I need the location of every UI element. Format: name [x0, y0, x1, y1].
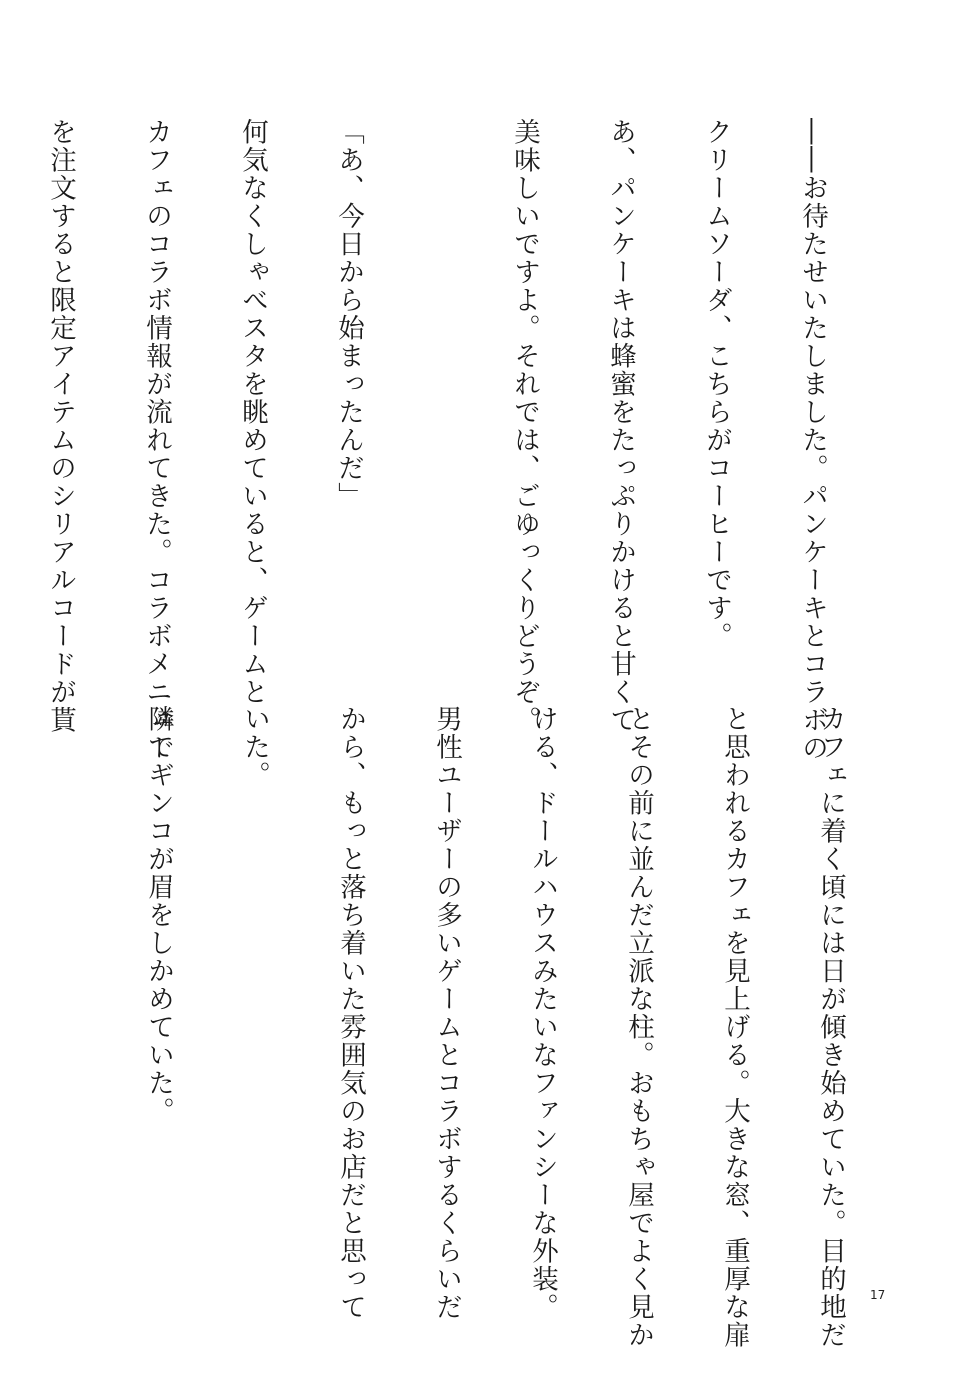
text-line: とその前に並んだ立派な柱。おもちゃ屋でよく見か [623, 705, 654, 1349]
page-number: 17 [870, 1288, 886, 1302]
text-block-top [0, 118, 892, 762]
text-line: カフェのコラボ情報が流れてきた。コラボメニュー [141, 118, 172, 762]
text-line: 男性ユーザーの多いゲームとコラボするくらいだ [431, 705, 462, 1321]
text-line: ける、ドールハウスみたいなファンシーな外装。 [527, 705, 558, 1321]
text-line: 隣でギンコが眉をしかめていた。 [143, 705, 174, 1125]
text-line: 「あ、今日から始まったんだ」 [333, 118, 364, 510]
text-line: と思われるカフェを見上げる。大きな窓、重厚な扉 [719, 705, 750, 1349]
paragraph-gap [62, 705, 78, 1245]
text-line: 何気なくしゃべスタを眺めていると、ゲームと [237, 118, 268, 706]
text-line: を注文すると限定アイテムのシリアルコードが貰 [45, 118, 76, 734]
text-line: から、もっと落ち着いた雰囲気のお店だと思って [335, 705, 366, 1321]
text-line: ――お待たせいたしました。パンケーキとコラボの [797, 118, 828, 762]
text-line: いた。 [239, 705, 270, 789]
text-line: カフェに着く頃には日が傾き始めていた。目的地だ [815, 705, 846, 1349]
paragraph-gap [428, 118, 444, 678]
text-line: あ、パンケーキは蜂蜜をたっぷりかけると甘くて [605, 118, 636, 734]
text-line: クリームソーダ、こちらがコーヒーです。 [701, 118, 732, 650]
text-line: 美味しいですよ。それでは、ごゆっくりどうぞ。 [509, 118, 540, 734]
